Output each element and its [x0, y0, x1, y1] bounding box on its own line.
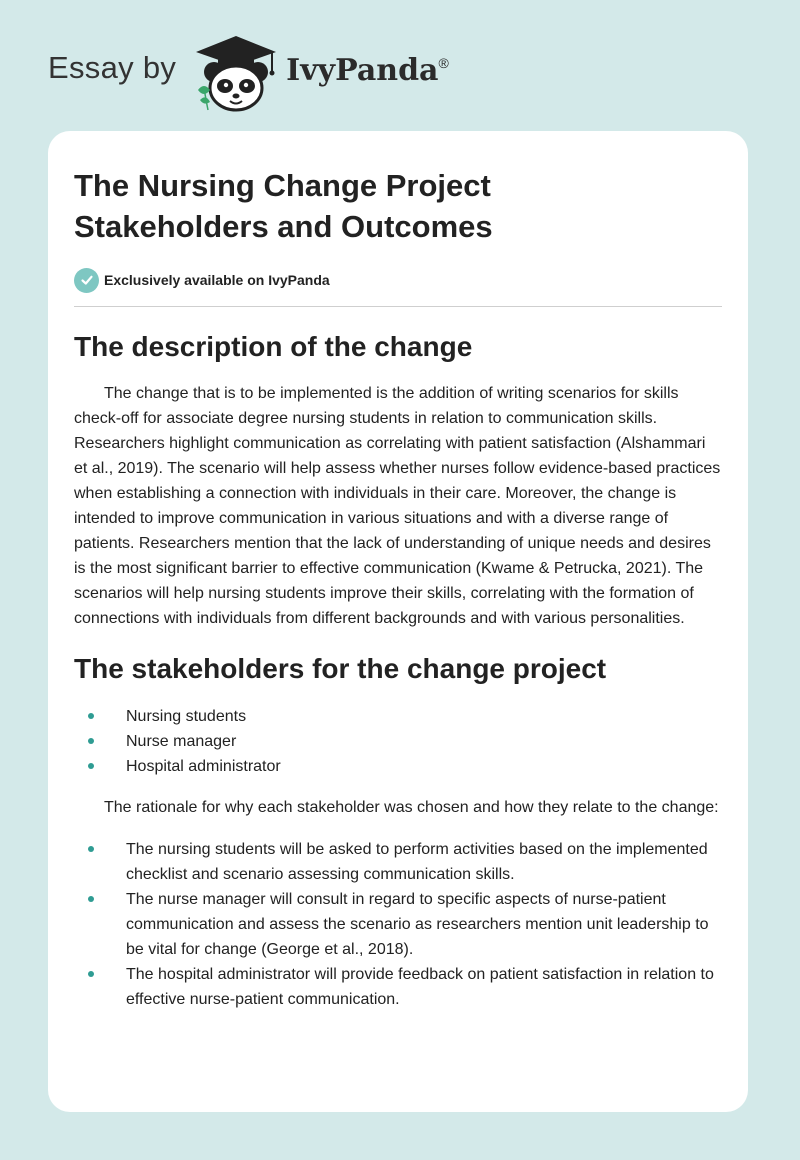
rationale-intro: The rationale for why each stakeholder was chosen and how they relate to the change:	[104, 799, 719, 816]
list-item: The nurse manager will consult in regard to specific aspects of nurse-patient communication and assess the scenario as researchers mention unit leadership to be vital for change (George et al., 2018).	[126, 887, 722, 962]
title-line-2: Stakeholders and Outcomes	[74, 209, 493, 244]
description-paragraph: The change that is to be implemented is the addition of writing scenarios for skills check-off for associate degree nursing students in relation to communication skills. Researchers highlight communication as correlating with patient satisfaction (Alshammari et al., 2019). The scenario will help assess whether nurses follow evidence-based practices when establishing a connection with individuals in their care. Moreover, the change is intended to improve communication in various situations and with a diverse range of patients. Researchers mention that the lack of understanding of unique needs and desires is the most significant barrier to effective communication (Kwame & Petrucka, 2021). The scenarios will help nursing students improve their skills, correlating with the formation of connections with individuals from different backgrounds and with various personalities.	[74, 385, 721, 627]
list-item: Nursing students	[126, 704, 722, 729]
brand-name[interactable]: IvyPanda®	[286, 52, 449, 88]
list-item: Nurse manager	[126, 729, 722, 754]
registered-mark: ®	[438, 54, 449, 71]
panda-logo-icon[interactable]	[192, 34, 280, 114]
divider	[74, 306, 722, 307]
title-line-1: The Nursing Change Project	[74, 168, 491, 203]
exclusive-badge	[74, 267, 722, 293]
bullet-icon	[88, 713, 94, 719]
page-title	[74, 165, 722, 247]
bullet-icon	[88, 971, 94, 977]
bullet-icon	[88, 738, 94, 744]
site-header	[48, 34, 449, 114]
bullet-icon	[88, 846, 94, 852]
list-item: The nursing students will be asked to perform activities based on the implemented checklist and scenario assessing communication skills.	[126, 837, 722, 887]
bullet-icon	[88, 896, 94, 902]
section-heading-stakeholders: The stakeholders for the change project	[74, 653, 607, 684]
bullet-icon	[88, 763, 94, 769]
stakeholder-list	[74, 704, 722, 779]
list-item: The hospital administrator will provide feedback on patient satisfaction in relation to effective nurse-patient communication.	[126, 962, 722, 1012]
section-heading-description: The description of the change	[74, 331, 473, 362]
exclusive-label: Exclusively available on IvyPanda	[104, 272, 330, 288]
list-item: Hospital administrator	[126, 754, 722, 779]
rationale-list	[74, 837, 722, 1012]
brand-prefix: Essay by	[48, 50, 177, 85]
checkmark-icon	[74, 268, 99, 293]
essay-card	[48, 131, 748, 1112]
